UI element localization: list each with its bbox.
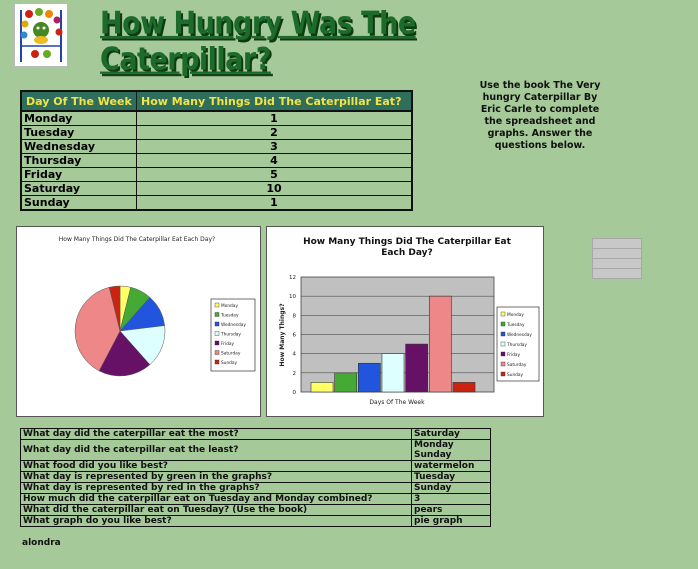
value-cell[interactable]: 3 — [137, 140, 413, 154]
pie-legend-label: Saturday — [221, 351, 241, 357]
question-row — [21, 494, 491, 505]
question-row — [21, 483, 491, 494]
bar-wednesday[interactable] — [358, 363, 380, 392]
pie-legend-label: Friday — [221, 342, 235, 347]
question-cell[interactable]: What graph do you like best? — [21, 516, 412, 527]
caterpillar-logo-image — [14, 3, 68, 67]
question-row — [21, 472, 491, 483]
table-row — [21, 182, 412, 196]
instructions-text: Use the book The Very hungry Caterpillar By Eric Carle to complete the spreadsheet and graphs. Answer the questions below. — [479, 80, 601, 151]
value-cell[interactable]: 10 — [137, 182, 413, 196]
pie-legend-label: Monday — [221, 304, 238, 309]
answer-cell[interactable]: 3 — [412, 494, 491, 505]
bar-legend-swatch — [501, 352, 505, 356]
question-cell[interactable]: How much did the caterpillar eat on Tuesday and Monday combined? — [21, 494, 412, 505]
day-cell[interactable]: Thursday — [21, 154, 137, 168]
table-row — [21, 168, 412, 182]
question-row — [21, 429, 491, 440]
pie-chart-title: How Many Things Did The Caterpillar Eat Each Day? — [58, 236, 216, 243]
caterpillar-illustration — [15, 4, 67, 66]
table-row — [21, 111, 412, 126]
y-tick-label: 6 — [292, 332, 296, 339]
value-cell[interactable]: 4 — [137, 154, 413, 168]
y-tick-label: 8 — [292, 313, 296, 320]
y-tick-label: 12 — [289, 275, 296, 281]
pie-legend-swatch — [215, 313, 219, 317]
bar-chart[interactable] — [266, 226, 544, 417]
answer-cell[interactable]: pie graph — [412, 516, 491, 527]
question-cell[interactable]: What day is represented by red in the graphs? — [21, 483, 412, 494]
y-tick-label: 0 — [292, 390, 296, 396]
bar-chart-title-line-1: How Many Things Did The Caterpillar Eat — [303, 237, 511, 247]
bar-tuesday[interactable] — [335, 373, 357, 392]
answer-cell[interactable]: pears — [412, 505, 491, 516]
question-row — [21, 461, 491, 472]
bar-saturday[interactable] — [429, 296, 451, 392]
table-row — [21, 126, 412, 140]
x-axis-label: Days Of The Week — [369, 399, 425, 406]
day-cell[interactable]: Monday — [21, 111, 137, 126]
bar-legend-swatch — [501, 322, 505, 326]
header-count: How Many Things Did The Caterpillar Eat? — [137, 91, 413, 111]
y-tick-label: 4 — [292, 351, 296, 358]
y-axis-label: How Many Things? — [279, 303, 286, 367]
question-row — [21, 440, 491, 461]
table-row — [21, 140, 412, 154]
answer-cell[interactable]: Monday Sunday — [412, 440, 491, 461]
grey-bar-4[interactable] — [592, 268, 642, 279]
pie-chart[interactable] — [16, 226, 261, 417]
pie-legend-label: Thursday — [221, 332, 241, 338]
day-cell[interactable]: Wednesday — [21, 140, 137, 154]
pie-legend-swatch — [215, 341, 219, 345]
pie-legend-swatch — [215, 322, 219, 326]
question-cell[interactable]: What day is represented by green in the graphs? — [21, 472, 412, 483]
pie-legend-swatch — [215, 332, 219, 336]
question-cell[interactable]: What did the caterpillar eat on Tuesday? (Use the book) — [21, 505, 412, 516]
bar-monday[interactable] — [311, 382, 333, 392]
bar-friday[interactable] — [406, 344, 428, 392]
bar-legend-label: Sunday — [507, 373, 524, 378]
bar-legend-swatch — [501, 362, 505, 366]
bar-legend-swatch — [501, 332, 505, 336]
question-row — [21, 516, 491, 527]
answer-cell[interactable]: Sunday — [412, 483, 491, 494]
value-cell[interactable]: 1 — [137, 111, 413, 126]
table-row — [21, 196, 412, 211]
table-row — [21, 154, 412, 168]
answer-cell[interactable]: Tuesday — [412, 472, 491, 483]
bar-chart-title-line-2: Each Day? — [381, 248, 433, 258]
value-cell[interactable]: 5 — [137, 168, 413, 182]
bar-legend-label: Wednesday — [507, 333, 532, 338]
pie-legend-swatch — [215, 303, 219, 307]
bar-thursday[interactable] — [382, 354, 404, 392]
pie-legend-swatch — [215, 360, 219, 364]
author-name: alondra — [22, 538, 61, 548]
value-cell[interactable]: 2 — [137, 126, 413, 140]
question-cell[interactable]: What day did the caterpillar eat the most? — [21, 429, 412, 440]
bar-legend-label: Thursday — [507, 343, 527, 348]
bar-legend-label: Monday — [507, 313, 524, 318]
page-title: How Hungry Was The Caterpillar? — [100, 6, 416, 78]
question-row — [21, 505, 491, 516]
pie-legend-swatch — [215, 351, 219, 355]
y-tick-label: 10 — [289, 294, 296, 301]
value-cell[interactable]: 1 — [137, 196, 413, 211]
bar-legend-label: Friday — [507, 353, 521, 358]
days-table — [20, 90, 413, 211]
pie-legend-label: Tuesday — [221, 313, 239, 319]
day-cell[interactable]: Sunday — [21, 196, 137, 211]
question-cell[interactable]: What food did you like best? — [21, 461, 412, 472]
day-cell[interactable]: Friday — [21, 168, 137, 182]
question-cell[interactable]: What day did the caterpillar eat the least? — [21, 440, 412, 461]
bar-legend-swatch — [501, 312, 505, 316]
questions-table — [20, 428, 491, 527]
bar-legend-swatch — [501, 372, 505, 376]
pie-legend-label: Wednesday — [221, 323, 246, 328]
header-day: Day Of The Week — [21, 91, 137, 111]
day-cell[interactable]: Tuesday — [21, 126, 137, 140]
answer-cell[interactable]: Saturday — [412, 429, 491, 440]
bar-legend-label: Tuesday — [507, 323, 525, 328]
bar-legend-label: Saturday — [507, 363, 527, 368]
pie-legend-label: Sunday — [221, 361, 238, 366]
bar-sunday[interactable] — [453, 382, 475, 392]
answer-cell[interactable]: watermelon — [412, 461, 491, 472]
y-tick-label: 2 — [292, 370, 296, 377]
bar-chart-svg — [267, 227, 543, 416]
pie-chart-svg — [17, 227, 260, 416]
bar-legend-swatch — [501, 342, 505, 346]
day-cell[interactable]: Saturday — [21, 182, 137, 196]
